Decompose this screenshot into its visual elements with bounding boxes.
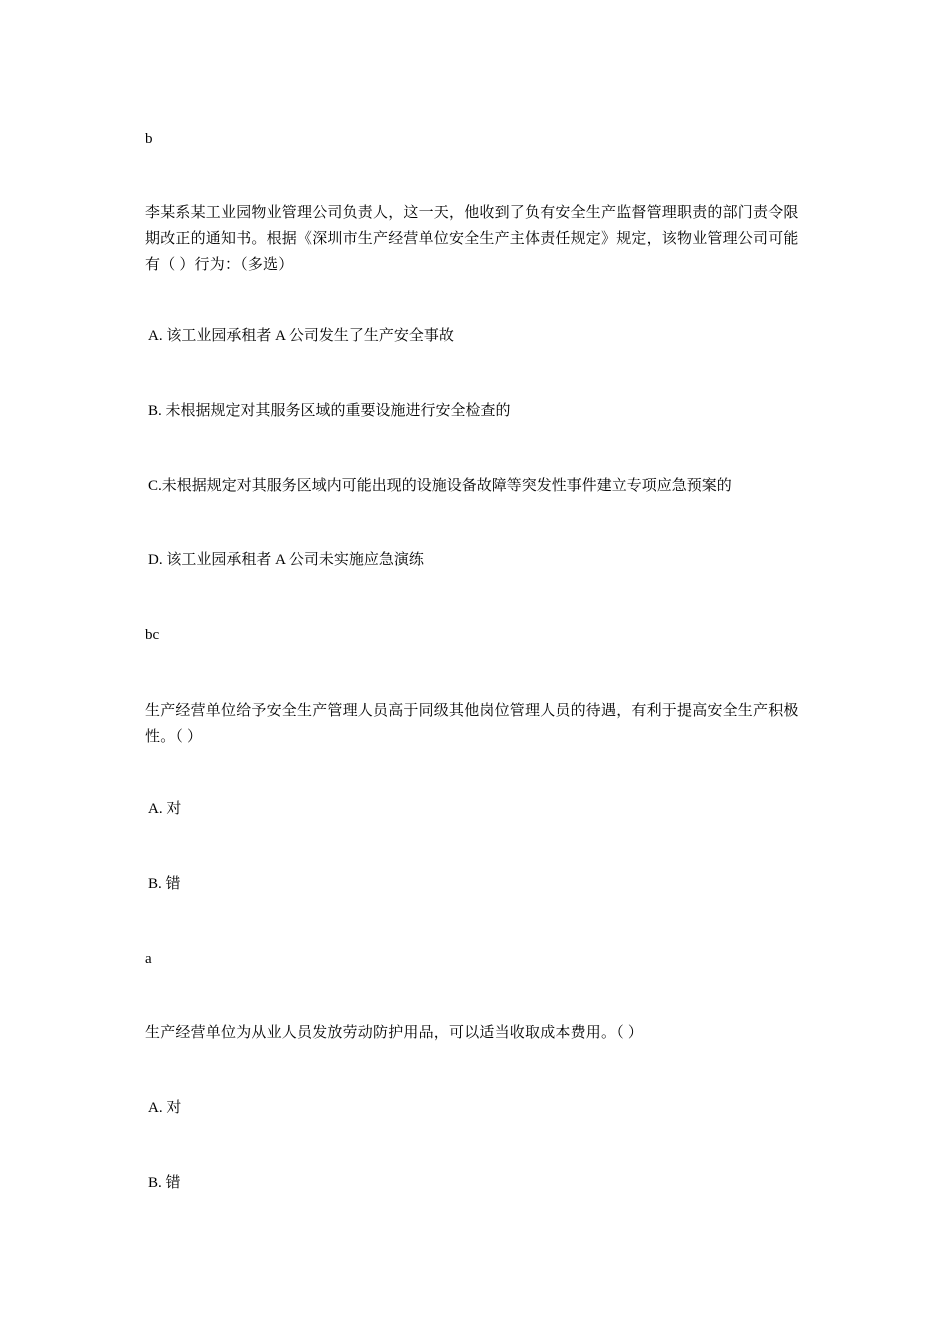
question-text: 生产经营单位给予安全生产管理人员高于同级其他岗位管理人员的待遇，有利于提高安全生产积极性。（ ）	[145, 703, 799, 745]
option-b: B. 错	[148, 876, 181, 892]
question-text: 李某系某工业园物业管理公司负责人，这一天，他收到了负有安全生产监督管理职责的部门责令限期改正的通知书。根据《深圳市生产经营单位安全生产主体责任规定》规定，该物业管理公司可能有（ ）行为：（多选）	[145, 205, 799, 273]
option-a: A. 该工业园承租者 A 公司发生了生产安全事故	[148, 328, 454, 344]
answer-text: a	[145, 951, 152, 967]
option-b: B. 错	[148, 1175, 181, 1191]
question-text: 生产经营单位为从业人员发放劳动防护用品，可以适当收取成本费用。（ ）	[145, 1025, 644, 1041]
answer-text: b	[145, 131, 153, 147]
option-a: A. 对	[148, 801, 182, 817]
option-d: D. 该工业园承租者 A 公司未实施应急演练	[148, 552, 424, 568]
option-a: A. 对	[148, 1100, 182, 1116]
option-b: B. 未根据规定对其服务区域的重要设施进行安全检查的	[148, 403, 511, 419]
option-c: C.未根据规定对其服务区域内可能出现的设施设备故障等突发性事件建立专项应急预案的	[148, 478, 732, 494]
answer-text: bc	[145, 627, 160, 643]
